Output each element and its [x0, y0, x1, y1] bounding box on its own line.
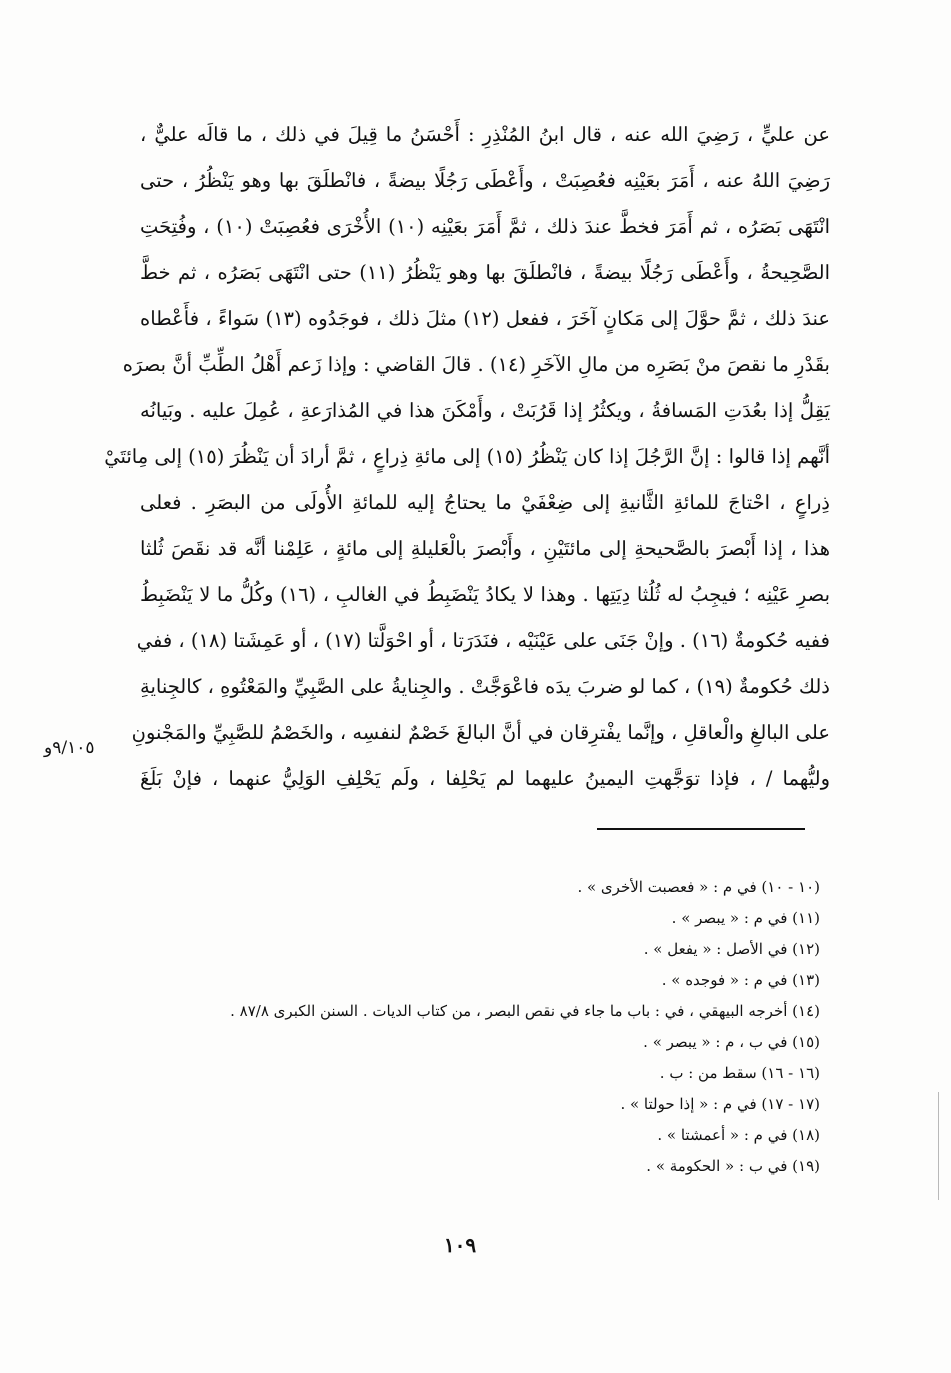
main-text-line: الصَّحِيحةُ ، وأَعْطَى رَجُلًا بيضةً ، فانْطلَقَ بها وهو يَنْظُرُ (١١) حتى انْتَهَى بَصَرُه ، ثم خطَّ: [140, 261, 830, 284]
footnote-item: (١٧ - ١٧) في م : « إذا حولتا » .: [620, 1095, 820, 1113]
main-text-line: يَقِلُّ إذا بعُدَتِ المَسافةُ ، ويكثُرُ إذا قَرُبَتْ ، وأَمْكَنَ هذا في المُذارَعةِ ، عُمِلَ عليه . وبَيانُه: [140, 399, 830, 422]
main-text-block: [104, 112, 831, 802]
footnote-item: (١٠ - ١٠) في م : « فعصبت الأخرى » .: [577, 878, 820, 896]
main-text-line: بقَدْرِ ما نقصَ منْ بَصَرِه من مالِ الآخَرِ (١٤) . قالَ القاضي : وإذا زَعم أَهْلُ الطِّبِّ أنَّ بصرَه: [122, 353, 830, 376]
main-text-line: وليُّهما / ، فإذا توَجَّهتِ اليمينُ عليهما لم يَحْلِفا ، ولَم يَحْلِفِ الوَلِيُّ عنهما ، فإنْ بَلَغَ: [140, 767, 830, 790]
main-text-line: ذلك حُكومةٌ (١٩) ، كما لو ضربَ يدَه فاعْوَجَّتْ . والجِنايةُ على الصَّبِيِّ والمَعْتُوهِ ، كالجِنايةِ: [140, 675, 830, 698]
footnote-item: (١٨) في م : « أعمشتا » .: [657, 1126, 820, 1144]
main-text-line: رَضِيَ اللهُ عنه ، أَمَرَ بعَيْنِه فعُصِبَتْ ، وأَعْطَى رَجُلًا بيضةً ، فانْطلَقَ بها وهو يَنْظُرُ ، حتى: [140, 169, 830, 192]
footnote-item: (١٩) في ب : « الحكومة » .: [646, 1157, 820, 1175]
footnote-item: (١٣) في م : « فوجده » .: [661, 971, 820, 989]
footnote-separator: [597, 828, 805, 830]
footnote-item: (١٤) أخرجه البيهقي ، في : باب ما جاء في نقص البصر ، من كتاب الديات . السنن الكبرى ٨٧/٨ .: [230, 1002, 820, 1020]
manuscript-folio-marker: ٩/١٠٥و: [44, 738, 95, 758]
main-text-line: هذا ، إذا أَبْصرَ بالصَّحيحةِ إلى مائتَيْنِ ، وأَبْصرَ بالْعَليلةِ إلى مائةٍ ، عَلِمْنا أنَّه قد نقَصَ ثُلثا: [140, 537, 830, 560]
main-text-line: على البالغِ والْعاقلِ ، وإنَّما يفْترِقان في أنَّ البالغَ خَصْمٌ لنفسِه ، والخَصْمُ للصَّبِيِّ والمَجْنونِ: [131, 721, 830, 744]
footnote-item: (١١) في م : « يبصر » .: [671, 909, 820, 927]
main-text-line: أنَّهم إذا قالوا : إنَّ الرَّجُلَ إذا كان يَنْظُرُ (١٥) إلى مائةِ ذِراعٍ ، ثمَّ أرادَ أن يَنْظُرَ (١٥) إلى مِائتَيْ: [104, 445, 830, 468]
footnote-item: (١٢) في الأصل : « يفعل » .: [643, 940, 820, 958]
footnote-item: (١٥) في ب ، م : « يبصر » .: [643, 1033, 820, 1051]
footnotes-list: [150, 872, 820, 1182]
main-text-line: عن عليٍّ ، رَضِيَ الله عنه ، قال ابنُ المُنْذِرِ : أَحْسَنُ ما قِيلَ في ذلك ، ما قالَه عليٌّ ،: [140, 123, 830, 146]
main-text-line: ففيه حُكومةٌ (١٦) . وإنْ جَنَى على عَيْنَيْه ، فنَدَرَتا ، أو احْوَلَّتا (١٧) ، أو عَمِشَتا (١٨) ، ففي: [136, 629, 830, 652]
main-text-line: عندَ ذلك ، ثمَّ حوَّلَ إلى مَكانٍ آخَرَ ، ففعل (١٢) مثلَ ذلك ، فوجَدُوه (١٣) سَواءً ، فأَعْطاه: [140, 307, 830, 330]
main-text-line: ذِراعٍ ، احْتاجَ للمائةِ الثَّانيةِ إلى ضِعْفَيْ ما يحتاجُ إليه للمائةِ الأُولَى من البصَرِ . فعلى: [140, 491, 830, 514]
main-text-line: بصرِ عَيْنِه ؛ فيجِبُ له ثُلُثا دِيَتِها . وهذا لا يكادُ يَنْضَبِطُ في الغالبِ ، (١٦) وكُلُّ ما لا يَنْضَبِطُ: [140, 583, 831, 606]
main-text-line: انْتَهَى بَصَرُه ، ثم أَمَرَ فخطَّ عندَ ذلك ، ثمَّ أَمَرَ بعَيْنِه (١٠) الأُخْرَى فعُصِبَتْ (١٠) ، وفُتِحَتِ: [140, 215, 830, 238]
page-number: ١٠٩: [443, 1233, 477, 1257]
scan-edge-line: [938, 1092, 939, 1200]
footnote-item: (١٦ - ١٦) سقط من : ب .: [659, 1064, 820, 1082]
